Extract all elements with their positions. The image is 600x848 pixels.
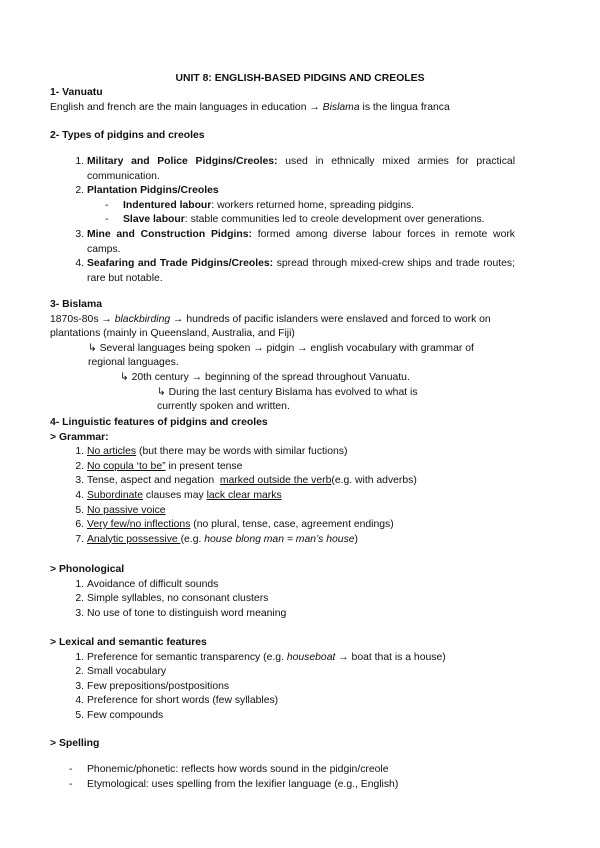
underlined-text: No passive voice: [87, 504, 166, 516]
list-item: [50, 709, 515, 724]
item-text: Preference for semantic transparency (e.g.: [87, 651, 287, 663]
text: English and french are the main languages in education →: [50, 101, 323, 113]
dash-bullet: -: [69, 764, 73, 775]
list-item: [50, 184, 515, 199]
list-item: [50, 474, 515, 489]
item-text: used in ethnically mixed armies for practical communication.: [87, 156, 516, 182]
list-item: [50, 592, 515, 607]
list-item: [50, 504, 515, 519]
item-text: ): [354, 533, 359, 545]
list-number: 1.: [75, 651, 84, 663]
item-text: spread through mixed-crew ships and trade routes; rare but notable.: [87, 258, 515, 284]
list-item: [50, 518, 515, 533]
item-text: (e.g. with adverbs): [331, 475, 417, 487]
list-item: [50, 155, 515, 184]
list-number: 4.: [75, 695, 84, 707]
dash-bullet: -: [105, 199, 109, 211]
subsection-heading-phonological: > Phonological: [50, 564, 125, 575]
item-text: (but there may be words with similar fuctions): [136, 446, 348, 458]
item-text: Few prepositions/postpositions: [87, 680, 230, 692]
text: is the lingua franca: [359, 101, 450, 113]
item-text: Phonemic/phonetic: reflects how words sound in the pidgin/creole: [87, 764, 389, 775]
item-text: Etymological: uses spelling from the lexifier language (e.g., English): [87, 778, 399, 790]
item-text: Small vocabulary: [87, 666, 167, 678]
item-text: (e.g.: [180, 533, 205, 545]
underlined-text: marked outside the verb: [219, 475, 332, 487]
list-item: [50, 257, 515, 286]
text-italic: houseboat: [286, 651, 336, 663]
item-term: Plantation Pidgins/Creoles: [87, 185, 219, 197]
list-number: 4.: [75, 489, 84, 501]
item-text: → boat that is a house): [335, 651, 446, 663]
item-text: formed among diverse labour forces in remote work camps.: [87, 228, 515, 255]
list-number: 2.: [75, 593, 84, 605]
item-text: Preference for short words (few syllables): [87, 695, 279, 707]
text-italic: blackbirding: [114, 313, 171, 325]
list-item: [50, 665, 515, 680]
subsection-heading-lexical: > Lexical and semantic features: [50, 637, 207, 648]
arrow-note: ↳ During the last century Bislama has evolved to what is currently spoken and written.: [157, 386, 418, 413]
list-number: 3.: [75, 475, 84, 487]
item-term: Seafaring and Trade Pidgins/Creoles:: [87, 258, 274, 270]
underlined-text: lack clear marks: [206, 489, 282, 501]
list-item: [50, 607, 515, 622]
list-item: [50, 445, 515, 460]
item-text: No use of tone to distinguish word meaning: [87, 607, 287, 619]
subsection-heading-grammar: > Grammar:: [50, 431, 109, 443]
item-term: Mine and Construction Pidgins:: [87, 228, 252, 240]
text-italic: house blong man = man’s house: [204, 533, 355, 545]
list-item: [50, 578, 515, 593]
list-item: [50, 228, 515, 257]
arrow-note: ↳ 20th century → beginning of the spread throughout Vanuatu.: [120, 371, 410, 383]
item-text: Few compounds: [87, 709, 164, 721]
underlined-text: Subordinate: [87, 489, 144, 501]
underlined-text: No articles: [87, 446, 137, 458]
text: → hundreds of pacific islanders were enslaved and forced to work on plantations (mainly in Queensland, Australia, and Fiji): [50, 313, 491, 340]
section-heading: 3- Bislama: [50, 299, 102, 310]
dash-bullet: -: [69, 778, 73, 790]
section-features: [50, 416, 515, 547]
section-heading: 1- Vanuatu: [50, 87, 103, 98]
list-number: 2.: [75, 460, 84, 472]
sub-item: [50, 199, 515, 214]
item-term: Slave labour: [123, 214, 185, 226]
list-number: 4.: [75, 258, 84, 270]
list-number: 1.: [75, 446, 84, 458]
section-phonological: [50, 563, 515, 621]
list-item: [50, 694, 515, 709]
types-list: [50, 155, 515, 286]
spelling-list: [50, 763, 515, 792]
item-text: : workers returned home, spreading pidgins.: [211, 199, 415, 211]
underlined-text: Very few/no inflections: [87, 519, 191, 531]
item-text: : stable communities led to creole development over generations.: [184, 214, 485, 226]
list-number: 1.: [75, 578, 84, 590]
item-term: Military and Police Pidgins/Creoles:: [87, 156, 278, 167]
section-vanuatu: [50, 86, 515, 115]
paragraph: [50, 101, 515, 116]
section-types: [50, 129, 515, 144]
text-italic: Bislama: [322, 101, 360, 113]
item-text: in present tense: [165, 460, 243, 472]
section-heading: 2- Types of pidgins and creoles: [50, 130, 205, 141]
paragraph: [50, 313, 515, 342]
item-term: Indentured labour: [123, 199, 212, 211]
list-item: [50, 489, 515, 504]
arrow-note: ↳ Several languages being spoken → pidgin → english vocabulary with grammar of regional languages.: [88, 342, 474, 369]
list-number: 3.: [75, 680, 84, 692]
list-item: [50, 778, 515, 793]
list-number: 6.: [75, 519, 84, 531]
section-heading: 4- Linguistic features of pidgins and creoles: [50, 417, 268, 428]
underlined-text: Analytic possessive: [87, 533, 181, 545]
sub-item: [50, 213, 515, 228]
list-number: 3.: [75, 607, 84, 619]
list-item: [50, 533, 515, 548]
list-number: 3.: [75, 228, 84, 240]
list-item: [50, 680, 515, 695]
list-item: [50, 651, 515, 666]
item-text: clauses may: [143, 489, 207, 501]
page-title: UNIT 8: ENGLISH-BASED PIDGINS AND CREOLES: [175, 73, 425, 84]
item-text: Simple syllables, no consonant clusters: [87, 593, 269, 605]
text: 1870s-80s →: [50, 313, 115, 325]
list-number: 2.: [75, 666, 84, 678]
item-text: (no plural, tense, case, agreement endings): [190, 519, 394, 531]
item-text: Avoidance of difficult sounds: [87, 578, 219, 590]
list-number: 7.: [75, 533, 84, 545]
list-item: [50, 763, 515, 778]
list-number: 5.: [75, 709, 84, 721]
list-number: 2.: [75, 185, 84, 197]
section-lexical: [50, 636, 515, 724]
subsection-heading-spelling: > Spelling: [50, 738, 100, 749]
list-number: 5.: [75, 504, 84, 516]
underlined-text: No copula ‘to be”: [87, 460, 166, 472]
section-spelling: [50, 737, 515, 752]
section-bislama: [50, 298, 515, 415]
dash-bullet: -: [105, 214, 109, 226]
list-item: [50, 460, 515, 475]
item-text: Tense, aspect and negation: [87, 475, 220, 487]
list-number: 1.: [75, 156, 84, 167]
